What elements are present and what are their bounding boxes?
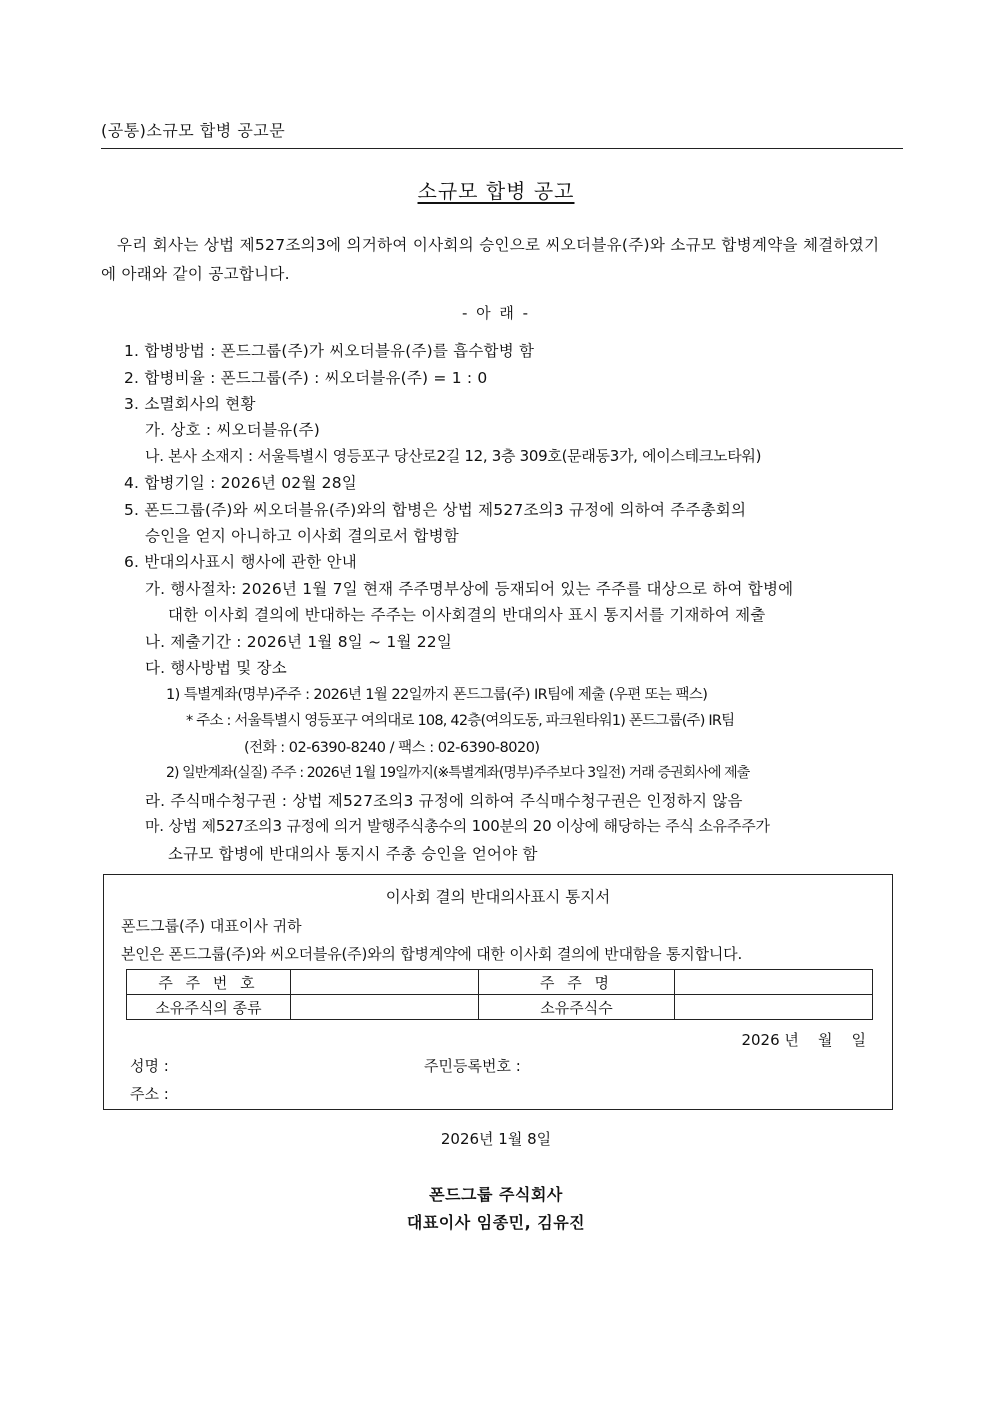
shareholder-info-table [126,969,873,1020]
form-addressee: 폰드그룹(주) 대표이사 귀하 [121,917,302,935]
notice-subitem-continuation: 대한 이사회 결의에 반대하는 주주는 이사회결의 반대의사 표시 통지서를 기재하여 제출 [168,606,766,624]
company-name: 폰드그룹 주식회사 [429,1185,563,1204]
notice-subitem: 나. 본사 소재지 : 서울특별시 영등포구 당산로2길 12, 3층 309호(문래동3가, 에이스테크노타워) [145,447,762,465]
share-count-field[interactable] [675,995,873,1020]
notice-subitem: 가. 행사절차: 2026년 1월 7일 현재 주주명부상에 등재되어 있는 주주를 대상으로 하여 합병에 [145,580,794,598]
notice-subitem: 마. 상법 제527조의3 규정에 의거 발행주식총수의 100분의 20 이상에 해당하는 주식 소유주주가 [145,817,770,835]
notice-title: 소규모 합병 공고 [417,179,575,203]
shareholder-name-field[interactable] [675,970,873,995]
notice-subitem: 나. 제출기간 : 2026년 1월 8일 ~ 1월 22일 [145,633,453,651]
form-address-label: 주소 : [130,1085,169,1103]
notice-date: 2026년 1월 8일 [440,1130,552,1148]
notice-subitem: 라. 주식매수청구권 : 상법 제527조의3 규정에 의하여 주식매수청구권은 인정하지 않음 [145,792,743,810]
objection-form [103,874,893,1110]
notice-item: 4. 합병기일 : 2026년 02월 28일 [124,474,357,492]
notice-item: 5. 폰드그룹(주)와 씨오더블유(주)와의 합병은 상법 제527조의3 규정에 의하여 주주총회의 [124,501,747,519]
share-count-label: 소유주식수 [479,995,675,1020]
notice-subitem-continuation: 소규모 합병에 반대의사 통지시 주총 승인을 얻어야 함 [168,845,538,863]
notice-item: 6. 반대의사표시 행사에 관한 안내 [124,553,357,571]
table-row [127,995,873,1020]
notice-item-continuation: 승인을 얻지 아니하고 이사회 결의로서 합병함 [145,527,459,545]
shareholder-number-field[interactable] [291,970,479,995]
form-statement: 본인은 폰드그룹(주)와 씨오더블유(주)와의 합병계약에 대한 이사회 결의에 반대함을 통지합니다. [121,945,743,963]
notice-subitem: 다. 행사방법 및 장소 [145,659,287,677]
notice-item: 1. 합병방법 : 폰드그룹(주)가 씨오더블유(주)를 흡수합병 함 [124,342,535,360]
form-title: 이사회 결의 반대의사표시 통지서 [385,888,611,906]
header-divider [101,148,903,149]
share-type-field[interactable] [291,995,479,1020]
notice-address-note: * 주소 : 서울특별시 영등포구 여의대로 108, 42층(여의도동, 파크원타워1) 폰드그룹(주) IR팀 [186,713,735,729]
share-type-label: 소유주식의 종류 [127,995,291,1020]
shareholder-name-label: 주 주 명 [479,970,675,995]
notice-subitem: 가. 상호 : 씨오더블유(주) [145,421,320,439]
representative-names: 대표이사 임종민, 김유진 [406,1213,586,1232]
form-name-label: 성명 : [130,1057,169,1075]
notice-contact-note: (전화 : 02-6390-8240 / 팩스 : 02-6390-8020) [244,740,540,756]
notice-item: 3. 소멸회사의 현황 [124,395,256,413]
notice-item: 2. 합병비율 : 폰드그룹(주) : 씨오더블유(주) = 1 : 0 [124,369,488,387]
notice-method-item: 1) 특별계좌(명부)주주 : 2026년 1월 22일까지 폰드그룹(주) IR팀에 제출 (우편 또는 팩스) [166,687,708,703]
header-title: (공통)소규모 합병 공고문 [101,121,286,140]
notice-method-item: 2) 일반계좌(실질) 주주 : 2026년 1월 19일까지(※특별계좌(명부)주주보다 3일전) 거래 증권회사에 제출 [166,765,750,781]
form-id-label: 주민등록번호 : [424,1057,521,1075]
notice-intro: 우리 회사는 상법 제527조의3에 의거하여 이사회의 승인으로 씨오더블유(주)와 소규모 합병계약을 체결하였기에 아래와 같이 공고합니다. [101,236,880,283]
notice-arae-heading: - 아 래 - [461,304,531,322]
shareholder-number-label: 주 주 번 호 [127,970,291,995]
form-date-line: 2026 년 월 일 [741,1031,866,1049]
table-row [127,970,873,995]
